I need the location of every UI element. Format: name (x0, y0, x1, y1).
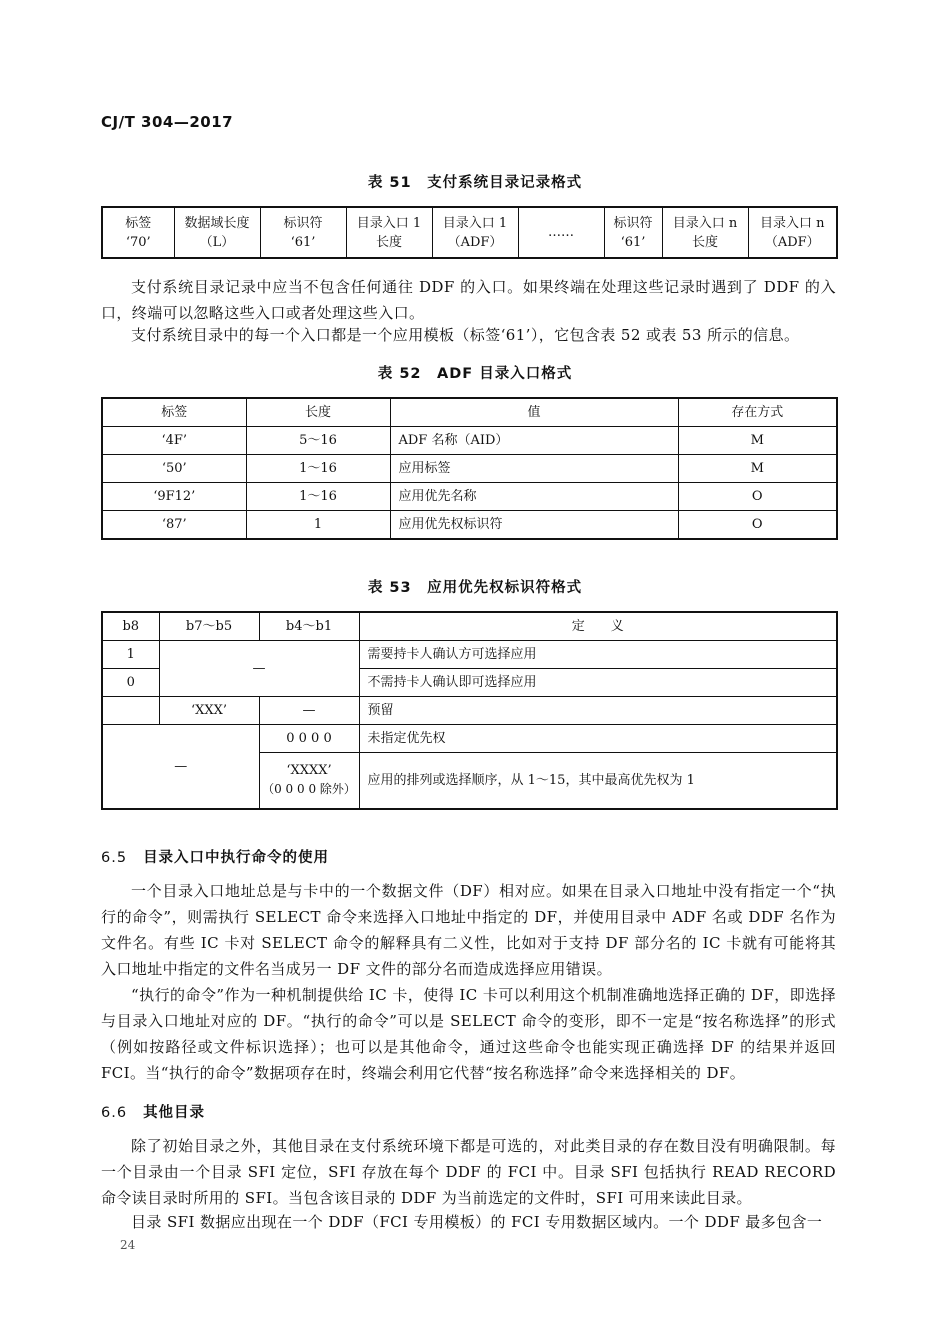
table51 (101, 206, 838, 259)
table53 (101, 611, 838, 810)
table51-caption: 表 51 支付系统目录记录格式 (367, 175, 583, 191)
table51-cell: 目录入口 1 （ADF） (432, 207, 518, 258)
table51-cell: 数据域长度 （L） (174, 207, 260, 258)
paragraph: 一个目录入口地址总是与卡中的一个数据文件（DF）相对应。如果在目录入口地址中没有指定一个“执行的命令”，则需执行 SELECT 命令来选择入口地址中指定的 DF，并使用目录中 ADF 名或 DDF 名作为文件名。有些 IC 卡对 SELECT 命令的解释具有二义性，比如对于支持 DF 部分名的 IC 卡就有可能将其入口地址中指定的文件名当成另一 DF 文件的部分名而造成选择应用错误。 (101, 882, 836, 978)
paragraph: 除了初始目录之外，其他目录在支付系统环境下都是可选的，对此类目录的存在数目没有明确限制。每一个目录由一个目录 SFI 定位，SFI 存放在每个 DDF 的 FCI 中。目录 SFI 包括执行 READ RECORD 命令读目录时所用的 SFI。当包含该目录的 DDF 为当前选定的文件时，SFI 可用来读此目录。 (101, 1137, 836, 1207)
table-row: ‘9F12’ 1～16 应用优先名称 O (102, 483, 837, 511)
table-row: 0 不需持卡人确认即可选择应用 (102, 669, 837, 697)
paragraph: “执行的命令”作为一种机制提供给 IC 卡，使得 IC 卡可以利用这个机制准确地选择正确的 DF，即选择与目录入口地址对应的 DF。“执行的命令”可以是 SELECT 命令的变形，即不一定是“按名称选择”的形式（例如按路径或文件标识选择）；也可以是其他命令，通过这些命令也能实现正确选择 DF 的结果并返回 FCI。当“执行的命令”数据项存在时，终端会利用它代替“按名称选择”命令来选择相关的 DF。 (101, 986, 836, 1082)
section-heading: 6.5 目录入口中执行命令的使用 (101, 850, 330, 866)
page-number: 24 (120, 1238, 136, 1252)
table-row: — 0 0 0 0 未指定优先权 (102, 725, 837, 753)
table-row: ‘XXX’ — 预留 (102, 697, 837, 725)
table-row: ‘XXXX’ （0 0 0 0 除外） 应用的排列或选择顺序，从 1～15，其中最高优先权为 1 (102, 753, 837, 809)
table-row: 1 — 需要持卡人确认方可选择应用 (102, 641, 837, 669)
paragraph: 支付系统目录中的每一个入口都是一个应用模板（标签‘61’），它包含表 52 或表 53 所示的信息。 (131, 326, 800, 344)
standard-code: CJ/T 304—2017 (101, 113, 234, 131)
table-row: ‘87’ 1 应用优先权标识符 O (102, 511, 837, 540)
table53-caption: 表 53 应用优先权标识符格式 (367, 580, 583, 596)
table51-cell: 标识符 ‘61’ (260, 207, 346, 258)
paragraph: 支付系统目录记录中应当不包含任何通往 DDF 的入口。如果终端在处理这些记录时遇到了 DDF 的入口，终端可以忽略这些入口或者处理这些入口。 (101, 278, 836, 322)
table-row: ‘50’ 1～16 应用标签 M (102, 455, 837, 483)
paragraph: 目录 SFI 数据应出现在一个 DDF（FCI 专用模板）的 FCI 专用数据区域内。一个 DDF 最多包含一 (131, 1213, 823, 1231)
table-row: ‘4F’ 5～16 ADF 名称（AID） M (102, 427, 837, 455)
table51-ellipsis: …… (518, 207, 604, 258)
table52 (101, 397, 838, 540)
table51-cell: 目录入口 n 长度 (662, 207, 748, 258)
table51-cell: 目录入口 1 长度 (346, 207, 432, 258)
table52-caption: 表 52 ADF 目录入口格式 (377, 366, 573, 382)
table-header-row: 标签 长度 值 存在方式 (102, 398, 837, 427)
table51-cell: 标签 ‘70’ (102, 207, 174, 258)
table51-cell: 目录入口 n （ADF） (748, 207, 837, 258)
section-heading: 6.6 其他目录 (101, 1105, 206, 1121)
table51-cell: 标识符 ‘61’ (604, 207, 662, 258)
table-header-row: b8 b7～b5 b4～b1 定 义 (102, 612, 837, 641)
